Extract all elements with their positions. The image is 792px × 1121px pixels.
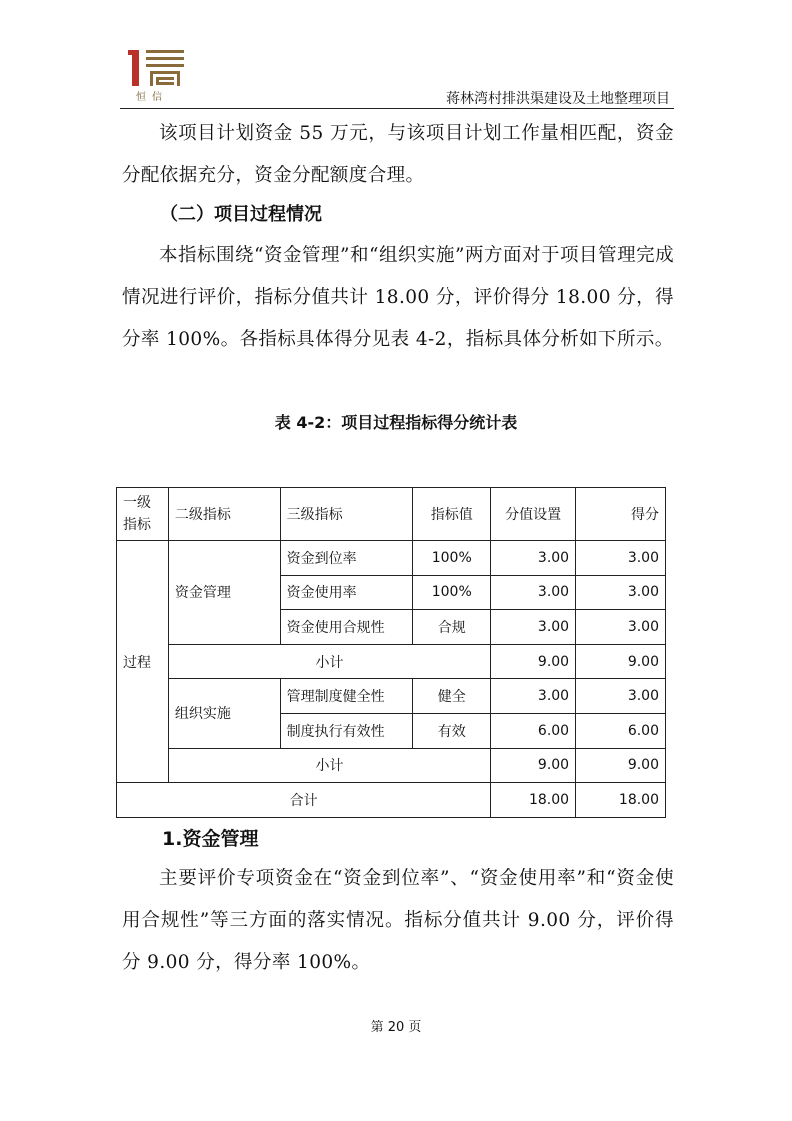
score-cell: 3.00: [576, 610, 666, 645]
paragraph-funds-management: 主要评价专项资金在“资金到位率”、“资金使用率”和“资金使用合规性”等三方面的落实情况。指标分值共计 9.00 分，评价得分 9.00 分，得分率 100%。: [122, 868, 674, 973]
subtotal-score-set: 9.00: [491, 644, 576, 679]
total-row: [117, 783, 666, 818]
header-divider: [120, 108, 674, 109]
header-score-set: 分值设置: [491, 488, 576, 541]
score-table: [116, 487, 666, 818]
table-caption: 表 4-2：项目过程指标得分统计表: [274, 413, 518, 432]
paragraph-process-overview: 本指标围绕“资金管理”和“组织实施”两方面对于项目管理完成情况进行评价，指标分值共计 18.00 分，评价得分 18.00 分，得分率 100%。各指标具体得分见表 4-2，指标具体分析如下所示。: [122, 245, 674, 350]
page-number: 第 20 页: [370, 1020, 422, 1035]
score-cell: 6.00: [576, 713, 666, 748]
total-score-set: 18.00: [491, 783, 576, 818]
indicator-cell: 资金使用率: [280, 575, 413, 610]
header-title: 蒋林湾村排洪渠建设及土地整理项目: [446, 91, 670, 107]
total-label: 合计: [117, 783, 491, 818]
level1-cell: 过程: [117, 541, 169, 783]
indicator-cell: 资金使用合规性: [280, 610, 413, 645]
header-level1: 一级指标: [117, 488, 169, 541]
value-cell: 有效: [413, 713, 491, 748]
score-cell: 3.00: [576, 541, 666, 576]
subtotal-row: [117, 748, 666, 783]
group-name-funds: 资金管理: [168, 541, 280, 645]
score-set-cell: 3.00: [491, 541, 576, 576]
logo-text: 恒信: [136, 92, 168, 103]
score-set-cell: 6.00: [491, 713, 576, 748]
paragraph-funding-plan: 该项目计划资金 55 万元，与该项目计划工作量相匹配，资金分配依据充分，资金分配额度合理。: [122, 123, 674, 186]
header-score: 得分: [576, 488, 666, 541]
subtotal-score: 9.00: [576, 644, 666, 679]
score-set-cell: 3.00: [491, 679, 576, 714]
subtotal-score-set: 9.00: [491, 748, 576, 783]
value-cell: 合规: [413, 610, 491, 645]
header-value: 指标值: [413, 488, 491, 541]
score-cell: 3.00: [576, 679, 666, 714]
table-row: [117, 541, 666, 576]
score-set-cell: 3.00: [491, 610, 576, 645]
indicator-cell: 管理制度健全性: [280, 679, 413, 714]
subtotal-label: 小计: [168, 644, 490, 679]
indicator-cell: 制度执行有效性: [280, 713, 413, 748]
total-score: 18.00: [576, 783, 666, 818]
indicator-cell: 资金到位率: [280, 541, 413, 576]
score-cell: 3.00: [576, 575, 666, 610]
value-cell: 100%: [413, 575, 491, 610]
subtotal-row: [117, 644, 666, 679]
section-title-process: （二）项目过程情况: [160, 204, 322, 225]
value-cell: 健全: [413, 679, 491, 714]
header-level3: 三级指标: [280, 488, 413, 541]
group-name-organization: 组织实施: [168, 679, 280, 748]
section-title-funds: 1.资金管理: [162, 828, 259, 850]
score-set-cell: 3.00: [491, 575, 576, 610]
subtotal-label: 小计: [168, 748, 490, 783]
table-header-row: [117, 488, 666, 541]
header-level2: 二级指标: [168, 488, 280, 541]
subtotal-score: 9.00: [576, 748, 666, 783]
value-cell: 100%: [413, 541, 491, 576]
table-row: [117, 679, 666, 714]
